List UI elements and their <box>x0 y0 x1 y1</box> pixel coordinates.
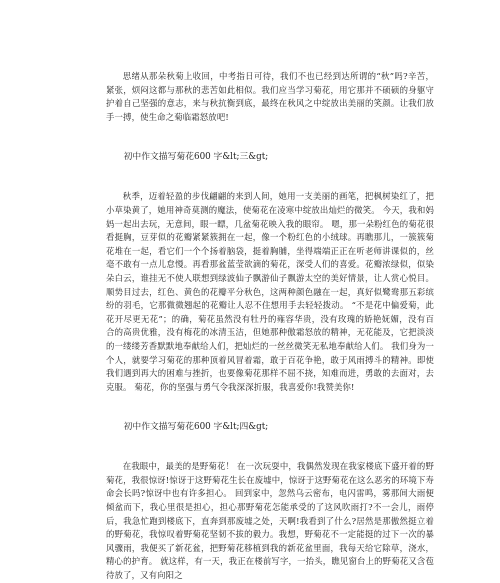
section-heading-4: 初中作文描写菊花600 字&lt;四&gt; <box>123 422 269 433</box>
essay-paragraph-3: 在我眼中，最美的是野菊花！ 在一次玩耍中，我偶然发现在我家楼底下盛开着的野菊花，我很惊讶!惊讶于这野菊花生长在废墟中，惊讶于这野菊花在这么恶劣的环境下寿命会长吗?惊讶中也有许多担心。 回到家中，忽然乌云密布，电闪雷鸣，雾那间大雨便倾盆而下，我心里很是担心，担心那野菊花怎能承受的了这风吹雨打?不一会儿，雨停后，我急忙跑到楼底下，直奔到那废墟之处，天啊!我看到了什么?居然是那傲然挺立着的野菊花，我惊叹着野菊花坚韧不拔的毅力。我想，野菊花不一定能挺的过下一次的暴风骤雨，我便买了新花盆，把野菊花移植到我的新花盆里面，我每天给它除草，浇水，精心的护育。 就这样，有一天，我正在楼前写字，一抬头，瞧见窗台上的野菊花又含苞待放了，又有向阳之 <box>106 461 434 581</box>
essay-paragraph-1: 思绪从那朵秋菊上收回，中考指日可待，我们不也已经到达所谓的“秋”吗?辛苦，紧张，烦闷这都与那秋的悲苦如此相似。我们应当学习菊花，用它那并不硕硕的身躯守护着自己坚强的意志，来与秋抗衡到底，最终在秋风之中绽放出美丽的笑颜。让我们放手一搏，使生命之菊临霜怒放吧! <box>106 71 434 122</box>
section-heading-3: 初中作文描写菊花600 字&lt;三&gt; <box>123 152 269 163</box>
essay-paragraph-2: 秋季，迈着轻盈的步伐翩翩的来到人间，她用一支美丽的画笔，把枫树染红了，把小草染黄了，她用神奇莫测的魔法，使菊花在凌寒中绽放出灿烂的微笑。 今天，我和妈妈一起出去玩，无意间，眼一瞟，几盆菊花映入我的眼帘。 嗯，那一朵粉红色的菊花很看挺胸，豆芽似的花瓣紧紧簇拥在一起，像一个粉红色的小绒球。再瞧那儿，一簇簇菊花堆在一起，看它们一个个扬着脑袋，挺着胸脯，坐得端端正正在听老师讲课似的，丝毫不敢有一点儿怠慢。再看那盆蓝莹欲滴的菊花，深受人们的喜爱。花瓣浓绿似，似染朵白云，谁挂无不使人联想到绿波仙子飘游仙子飘游太空的美好情景，让人赏心悦目。顺势目过去，红色、黄色的花瓣平分秋色，这两种颜色融在一起，真好似鹭鸯那五彩缤纷的羽毛，它那微微翘起的花瓣让人忍不住想用手去轻轻拨动。 “不是花中偏爱菊，此花开尽更无花”；的确，菊花虽然没有牡丹的雍容华贵，没有玫瑰的娇艳妩媚，没有百合的高贵优雅，没有梅花的冰清玉洁，但她那种傲霜怒放的精神，无花能及，它把淡淡的一缕缕芳香默默地奉献给人们，把灿烂的一丝丝微笑无私地奉献给人们。 我们身为一个人，就要学习菊花的那种顶着风冒着霜，敢于百花争艳，敢于风雨搏斗的精神。即使我们遇到再大的困难与挫折，也要像菊花那样不屈不挠，知难而进，勇敢的去面对，去克服。 菊花，你的坚强与勇气令我深深折服，我喜爱你!我赞美你! <box>106 191 434 392</box>
